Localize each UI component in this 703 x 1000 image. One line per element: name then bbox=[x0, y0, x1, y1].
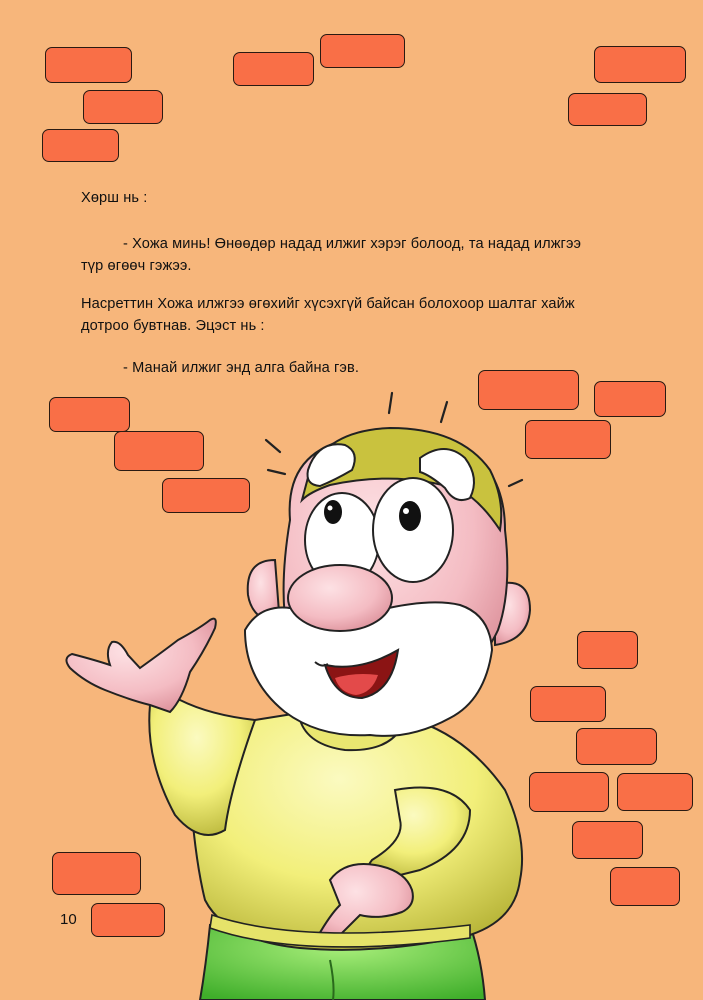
story-line: - Хожа минь! Өнөөдөр надад илжиг хэрэг болоод, та надад илжгээ bbox=[123, 236, 582, 252]
raised-hand bbox=[66, 619, 215, 712]
page-number: 10 bbox=[60, 911, 77, 928]
story-line: түр өгөөч гэжээ. bbox=[81, 258, 192, 274]
story-line: Насреттин Хожа илжгээ өгөхийг хүсэхгүй байсан болохоор шалтаг хайж bbox=[81, 296, 575, 312]
nose bbox=[288, 565, 392, 631]
story-line: - Манай илжиг энд алга байна гэв. bbox=[123, 360, 359, 376]
story-line: дотроо бувтнав. Эцэст нь : bbox=[81, 318, 265, 334]
story-line: Хөрш нь : bbox=[81, 190, 148, 206]
